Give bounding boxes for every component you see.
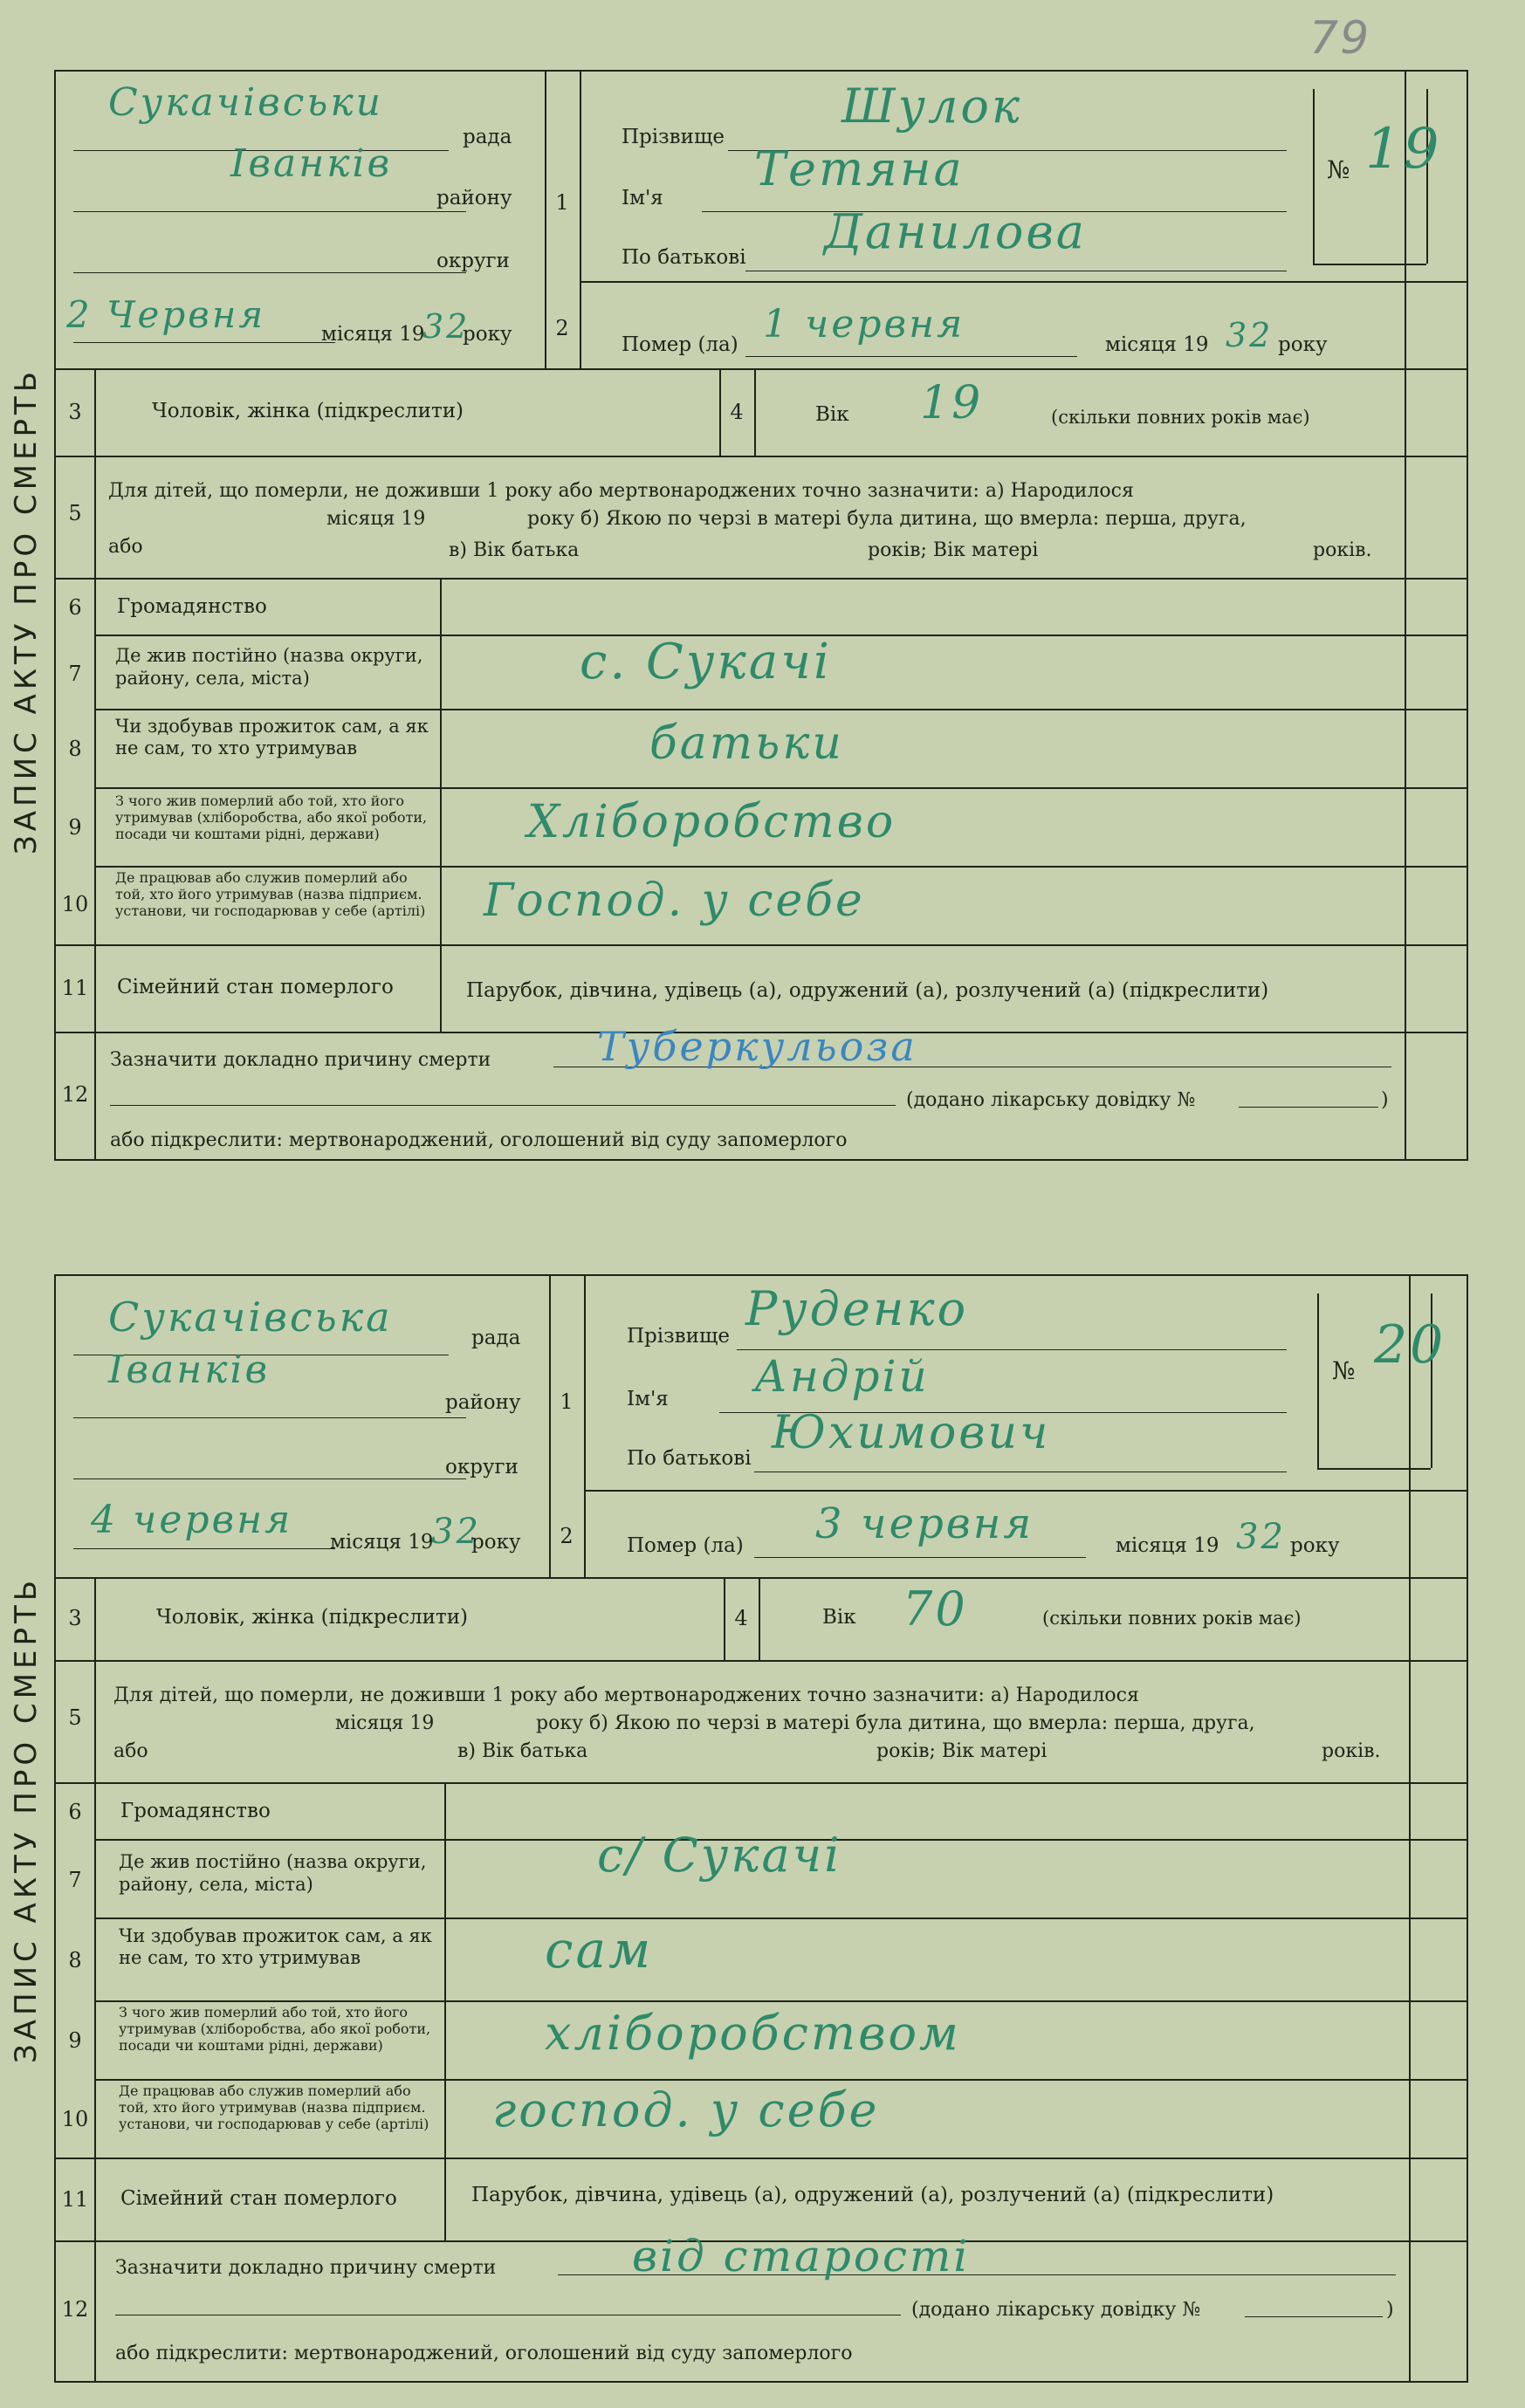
- children-line-3d-2: років.: [1322, 1740, 1381, 1762]
- livelihood-label: Чи здобував прожиток сам, а як не сам, то хто утримував: [115, 716, 429, 758]
- cause-value-2: від старості: [632, 2231, 971, 2281]
- citizenship-label-2: Громадянство: [120, 1800, 271, 1822]
- name-value: Тетяна: [754, 141, 965, 196]
- record-no-label: №: [1327, 155, 1350, 184]
- age-label-2: Вік: [822, 1606, 856, 1629]
- sidebar-title-text: ЗАПИС АКТУ ПРО СМЕРТЬ: [9, 367, 44, 855]
- children-line-2: місяця 19: [326, 508, 426, 530]
- or-underline-label: або підкреслити: мертвонароджений, оголошений від суду запомерлого: [110, 1129, 848, 1151]
- income-source-value-2: хліборобством: [545, 2006, 961, 2061]
- age-value: 19: [920, 377, 984, 429]
- page-number: 79: [1309, 12, 1371, 65]
- record-no-value-2: 20: [1374, 1314, 1446, 1376]
- children-line-3b-2: в) Вік батька: [457, 1740, 588, 1762]
- residence-label: Де жив постійно (назва округи, району, села, міста): [115, 645, 423, 689]
- livelihood-label-2: Чи здобував прожиток сам, а як не сам, то хто утримував: [119, 1925, 432, 1968]
- patronymic-value: Данилова: [824, 204, 1087, 259]
- rada-value: Сукачівськи: [108, 80, 383, 125]
- raion-value-2: Іванків: [108, 1348, 271, 1392]
- citizenship-label: Громадянство: [117, 595, 267, 618]
- children-line-3d: років.: [1313, 539, 1372, 561]
- raion-value: Іванків: [230, 141, 393, 186]
- cause-label: Зазначити докладно причину смерти: [110, 1049, 491, 1071]
- death-month-label-2: місяця 19: [1116, 1534, 1219, 1557]
- death-year-suffix-2: року: [1290, 1534, 1340, 1557]
- children-line-3b: в) Вік батька: [449, 539, 580, 561]
- income-source-label: З чого жив померлий або той, хто його утримував (хліборобства, або якої роботи, посади чи коштами рідні, держави): [115, 792, 428, 842]
- surname-label-2: Прізвище: [627, 1325, 730, 1348]
- doctor-cert-label-2: (додано лікарську довідку №: [911, 2299, 1201, 2321]
- rada-value-2: Сукачівська: [108, 1293, 393, 1341]
- children-line-3a-2: або: [113, 1740, 148, 1762]
- patronymic-label: По батькові: [622, 246, 746, 269]
- reg-month-label-2: місяця 19: [330, 1531, 434, 1554]
- workplace-label-2: Де працював або служив померлий або той, хто його утримував (назва підприєм. установи, чи господарював у себе (артілі): [119, 2082, 429, 2132]
- raion-label: району: [436, 187, 512, 209]
- sidebar-title: [2, 70, 51, 1152]
- marital-label: Сімейний стан померлого: [117, 976, 394, 998]
- children-line-3c: років; Вік матері: [868, 539, 1039, 561]
- sex-label: Чоловік, жінка (підкреслити): [152, 400, 464, 422]
- age-value-2: 70: [903, 1581, 968, 1636]
- record-no-label-2: №: [1332, 1356, 1356, 1385]
- death-label: Помер (ла): [622, 333, 738, 356]
- reg-roku-label: року: [463, 323, 512, 346]
- name-label: Ім'я: [622, 187, 663, 209]
- raion-label-2: району: [445, 1391, 521, 1414]
- age-hint: (скільки повних років має): [1051, 407, 1310, 428]
- patronymic-value-2: Юхимович: [772, 1407, 1051, 1459]
- age-label: Вік: [815, 403, 849, 426]
- death-label-2: Помер (ла): [627, 1534, 744, 1557]
- rada-label: рада: [463, 126, 512, 148]
- cause-label-2: Зазначити докладно причину смерти: [115, 2257, 497, 2279]
- workplace-value-2: господ. у себе: [492, 2082, 880, 2137]
- rada-label-2: рада: [471, 1327, 521, 1349]
- name-label-2: Ім'я: [627, 1388, 669, 1410]
- children-line-2b: року б) Якою по черзі в матері була дитина, що вмерла: перша, друга,: [527, 508, 1247, 530]
- death-date-value-2: 3 червня: [815, 1499, 1034, 1548]
- cause-value: Туберкульоза: [597, 1023, 917, 1070]
- children-line-3a: або: [108, 536, 143, 558]
- okruha-label: округи: [436, 250, 510, 272]
- death-record-form-2: Сукачівська рада Іванків району округи 4 червня місяця 19 32 року 1 2 Прізвище Руденко Ім'я Андрій По батькові Юхимович № 20 Помер (ла) 3 червня місяця 19 32 року 3 Чоловік, жінка (підкреслити) 4 Вік 70 (скільки повних років має) 5 Для дітей, що померли, не доживши 1 року або мертвонароджених точно зазначити: а) Народилося місяця 19 року б) Якою по черзі в матері була дитина, що вмерла: перша, друга, або в) Вік батька років; Вік матері років. 6 Громадянство 7 Де жив постійно (назва округи, району, села, міста) с/ Сукачі 8 Чи здобував прожиток сам, а як не сам, то хто утримував сам 9 З чого жив померлий або той, хто його утримував (хліборобства, або якої роботи, посади чи коштами рідні, держави) хліборобством 10 Де працював або служив померлий або той, хто його утримував (назва підприєм. установи, чи господарював у себе (артілі) господ. у себе 11 Сімейний стан померлого Парубок, дівчина, удівець (а), одружений (а), розлучений (а) (підкреслити) 12 Зазначити докладно причину смерти від старості (додано лікарську довідку № ) або підкреслити: мертвонароджений, оголошений від суду запомерлого: [54, 1274, 1468, 2383]
- reg-year-value-2: 32: [431, 1512, 481, 1552]
- record-no-value: 19: [1365, 117, 1442, 182]
- sidebar-title-2: [2, 1274, 51, 2365]
- children-line-2b-2: року б) Якою по черзі в матері була дитина, що вмерла: перша, друга,: [536, 1712, 1255, 1734]
- name-value-2: Андрій: [754, 1351, 930, 1402]
- death-year-value: 32: [1226, 316, 1274, 354]
- children-line-1-2: Для дітей, що померли, не доживши 1 року або мертвонароджених точно зазначити: а) Народилося: [113, 1684, 1139, 1706]
- okruha-label-2: округи: [445, 1456, 519, 1478]
- death-year-suffix: року: [1278, 333, 1328, 356]
- marital-label-2: Сімейний стан померлого: [120, 2187, 397, 2210]
- children-line-1: Для дітей, що померли, не доживши 1 року або мертвонароджених точно зазначити: а) Народилося: [108, 480, 1134, 502]
- income-source-label-2: З чого жив померлий або той, хто його утримував (хліборобства, або якої роботи, посади чи коштами рідні, держави): [119, 2004, 431, 2054]
- death-record-form-1: Сукачівськи рада Іванків району округи 2 Червня місяця 19 32 року 1 2 Прізвище Шулок Ім'я Тетяна По батькові Данилова № 19 Помер (ла) 1 червня місяця 19 32 року 3 Чоловік, жінка (підкреслити) 4 Вік 19 (скільки повних років має) 5 Для дітей, що померли, не доживши 1 року або мертвонароджених точно зазначити: а) Народилося місяця 19 року б) Якою по черзі в матері була дитина, що вмерла: перша, друга, або в) Вік батька років; Вік матері років. 6 Громадянство 7 Де жив постійно (назва округи, району, села, міста) с. Сукачі 8 Чи здобував прожиток сам, а як не сам, то хто утримував батьки 9 З чого жив померлий або той, хто його утримував (хліборобства, або якої роботи, посади чи коштами рідні, держави) Хліборобство 10 Де працював або служив померлий або той, хто його утримував (назва підприєм. установи, чи господарював у себе (артілі) Господ. у себе 11 Сімейний стан померлого Парубок, дівчина, удівець (а), одружений (а), розлучений (а) (підкреслити) 12 Зазначити докладно причину смерти Туберкульоза (додано лікарську довідку № ) або підкреслити: мертвонароджений, оголошений від суду запомерлого: [54, 70, 1468, 1161]
- marital-options: Парубок, дівчина, удівець (а), одружений (а), розлучений (а) (підкреслити): [466, 979, 1269, 1002]
- death-year-value-2: 32: [1236, 1517, 1286, 1557]
- workplace-label: Де працював або служив померлий або той, хто його утримував (назва підприєм. установи, чи господарював у себе (артілі): [115, 869, 426, 919]
- marital-options-2: Парубок, дівчина, удівець (а), одружений (а), розлучений (а) (підкреслити): [471, 2184, 1274, 2206]
- livelihood-value-2: сам: [545, 1920, 654, 1979]
- surname-value: Шулок: [841, 79, 1023, 134]
- children-line-2-2: місяця 19: [335, 1712, 435, 1734]
- reg-month-label: місяця 19: [321, 323, 425, 346]
- reg-date-value-2: 4 червня: [91, 1498, 293, 1542]
- death-date-value: 1 червня: [763, 302, 965, 346]
- reg-date-value: 2 Червня: [66, 293, 266, 336]
- income-source-value: Хліборобство: [527, 796, 896, 848]
- reg-roku-label-2: року: [471, 1531, 521, 1554]
- age-hint-2: (скільки повних років має): [1042, 1608, 1302, 1629]
- livelihood-value: батьки: [649, 717, 844, 770]
- sidebar-title-text-2: ЗАПИС АКТУ ПРО СМЕРТЬ: [9, 1575, 44, 2064]
- residence-value: с. Сукачі: [580, 634, 832, 690]
- residence-value-2: с/ Сукачі: [597, 1828, 842, 1883]
- children-line-3c-2: років; Вік матері: [876, 1740, 1048, 1762]
- workplace-value: Господ. у себе: [484, 875, 865, 927]
- residence-label-2: Де жив постійно (назва округи, району, села, міста): [119, 1851, 427, 1895]
- surname-label: Прізвище: [622, 126, 725, 148]
- sex-label-2: Чоловік, жінка (підкреслити): [156, 1606, 469, 1629]
- patronymic-label-2: По батькові: [627, 1447, 752, 1470]
- doctor-cert-label: (додано лікарську довідку №: [906, 1089, 1196, 1111]
- reg-year-value: 32: [422, 307, 471, 346]
- surname-value-2: Руденко: [745, 1281, 969, 1336]
- or-underline-label-2: або підкреслити: мертвонароджений, оголошений від суду запомерлого: [115, 2343, 853, 2364]
- death-month-label: місяця 19: [1105, 333, 1209, 356]
